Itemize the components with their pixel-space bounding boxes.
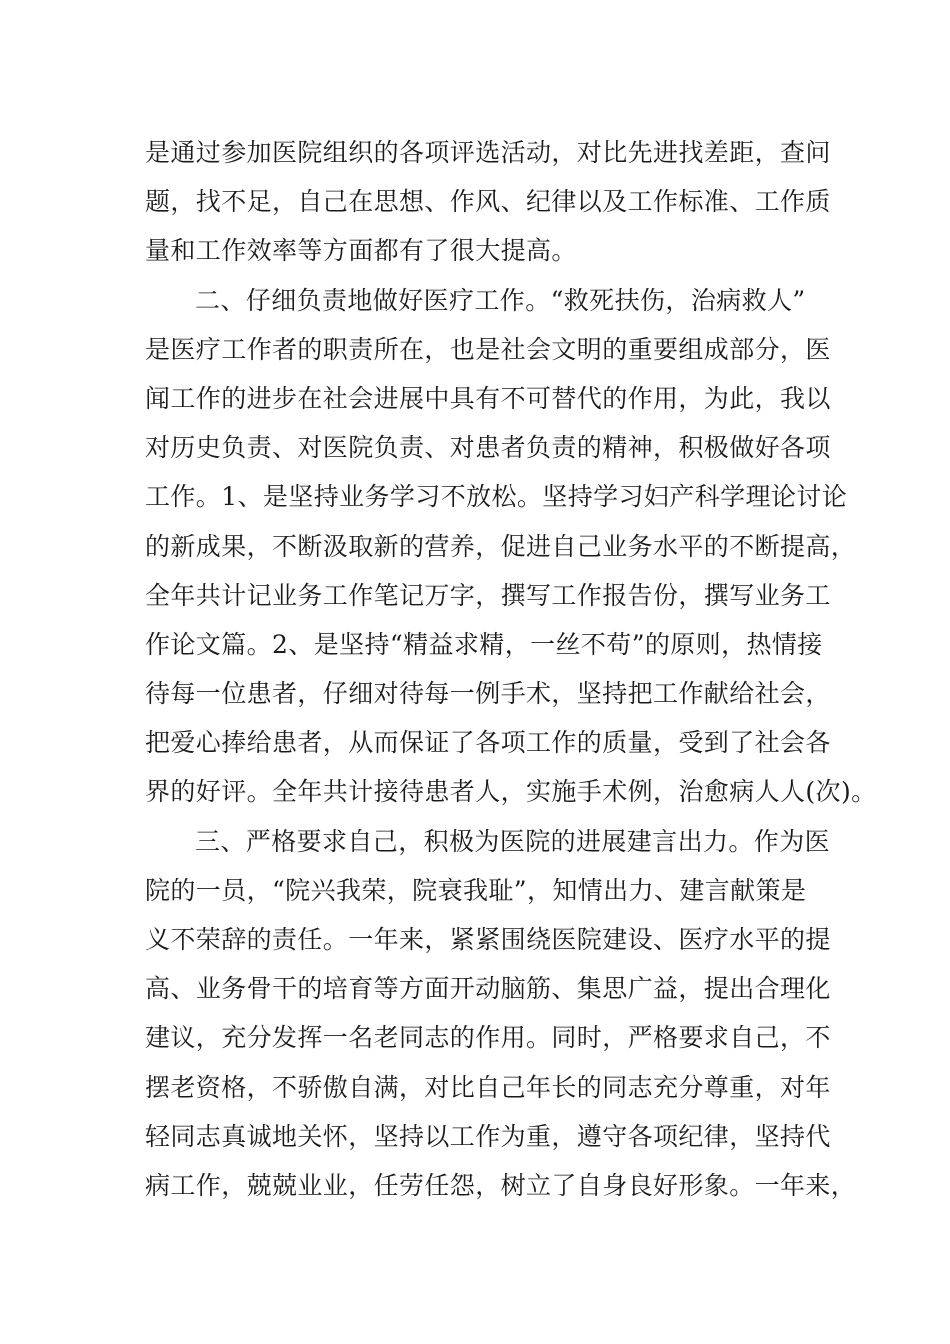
text-line: 作论文篇。2、是坚持“精益求精，一丝不苟”的原则，热情接 (145, 629, 823, 659)
text-line: 把爱心捧给患者，从而保证了各项工作的质量，受到了社会各 (145, 728, 831, 758)
text-line: 是通过参加医院组织的各项评选活动，对比先进找差距，查问 (145, 138, 831, 167)
text-line: 院的一员，“院兴我荣，院衰我耻”，知情出力、建言献策是 (145, 875, 807, 905)
text-line: 病工作，兢兢业业，任劳任怨，树立了自身良好形象。一年来， (145, 1170, 857, 1200)
text-line: 摆老资格，不骄傲自满，对比自己年长的同志充分尊重，对年 (145, 1072, 831, 1102)
text-line: 题，找不足，自己在思想、作风、纪律以及工作标准、工作质 (145, 187, 831, 217)
text-line: 闻工作的进步在社会进展中具有不可替代的作用，为此，我以 (145, 383, 831, 413)
text-line: 工作。1、是坚持业务学习不放松。坚持学习妇产科学理论讨论 (145, 482, 848, 512)
text-line: 高、业务骨干的培育等方面开动脑筋、集思广益，提出合理化 (145, 974, 831, 1004)
text-line: 的新成果，不断汲取新的营养，促进自己业务水平的不断提高， (145, 531, 857, 561)
text-line: 全年共计记业务工作笔记万字，撰写工作报告份，撰写业务工 (145, 580, 831, 610)
document-body (145, 128, 877, 1210)
text-line: 轻同志真诚地关怀，坚持以工作为重，遵守各项纪律，坚持代 (145, 1121, 831, 1151)
text-line: 是医疗工作者的职责所在，也是社会文明的重要组成部分，医 (145, 334, 831, 364)
section-heading-line: 三、严格要求自己，积极为医院的进展建言出力。作为医 (195, 826, 831, 856)
text-line: 建议，充分发挥一名老同志的作用。同时，严格要求自己，不 (145, 1023, 831, 1053)
text-line: 待每一位患者，仔细对待每一例手术，坚持把工作献给社会， (145, 679, 831, 709)
section-heading-line: 二、仔细负责地做好医疗工作。“救死扶伤，治病救人” (195, 285, 806, 315)
text-line: 量和工作效率等方面都有了很大提高。 (145, 236, 577, 266)
text-line: 义不荣辞的责任。一年来，紧紧围绕医院建设、医疗水平的提 (145, 925, 831, 954)
text-line: 界的好评。全年共计接待患者人，实施手术例，治愈病人人(次)。 (145, 777, 877, 807)
text-line: 对历史负责、对医院负责、对患者负责的精神，积极做好各项 (145, 433, 831, 463)
